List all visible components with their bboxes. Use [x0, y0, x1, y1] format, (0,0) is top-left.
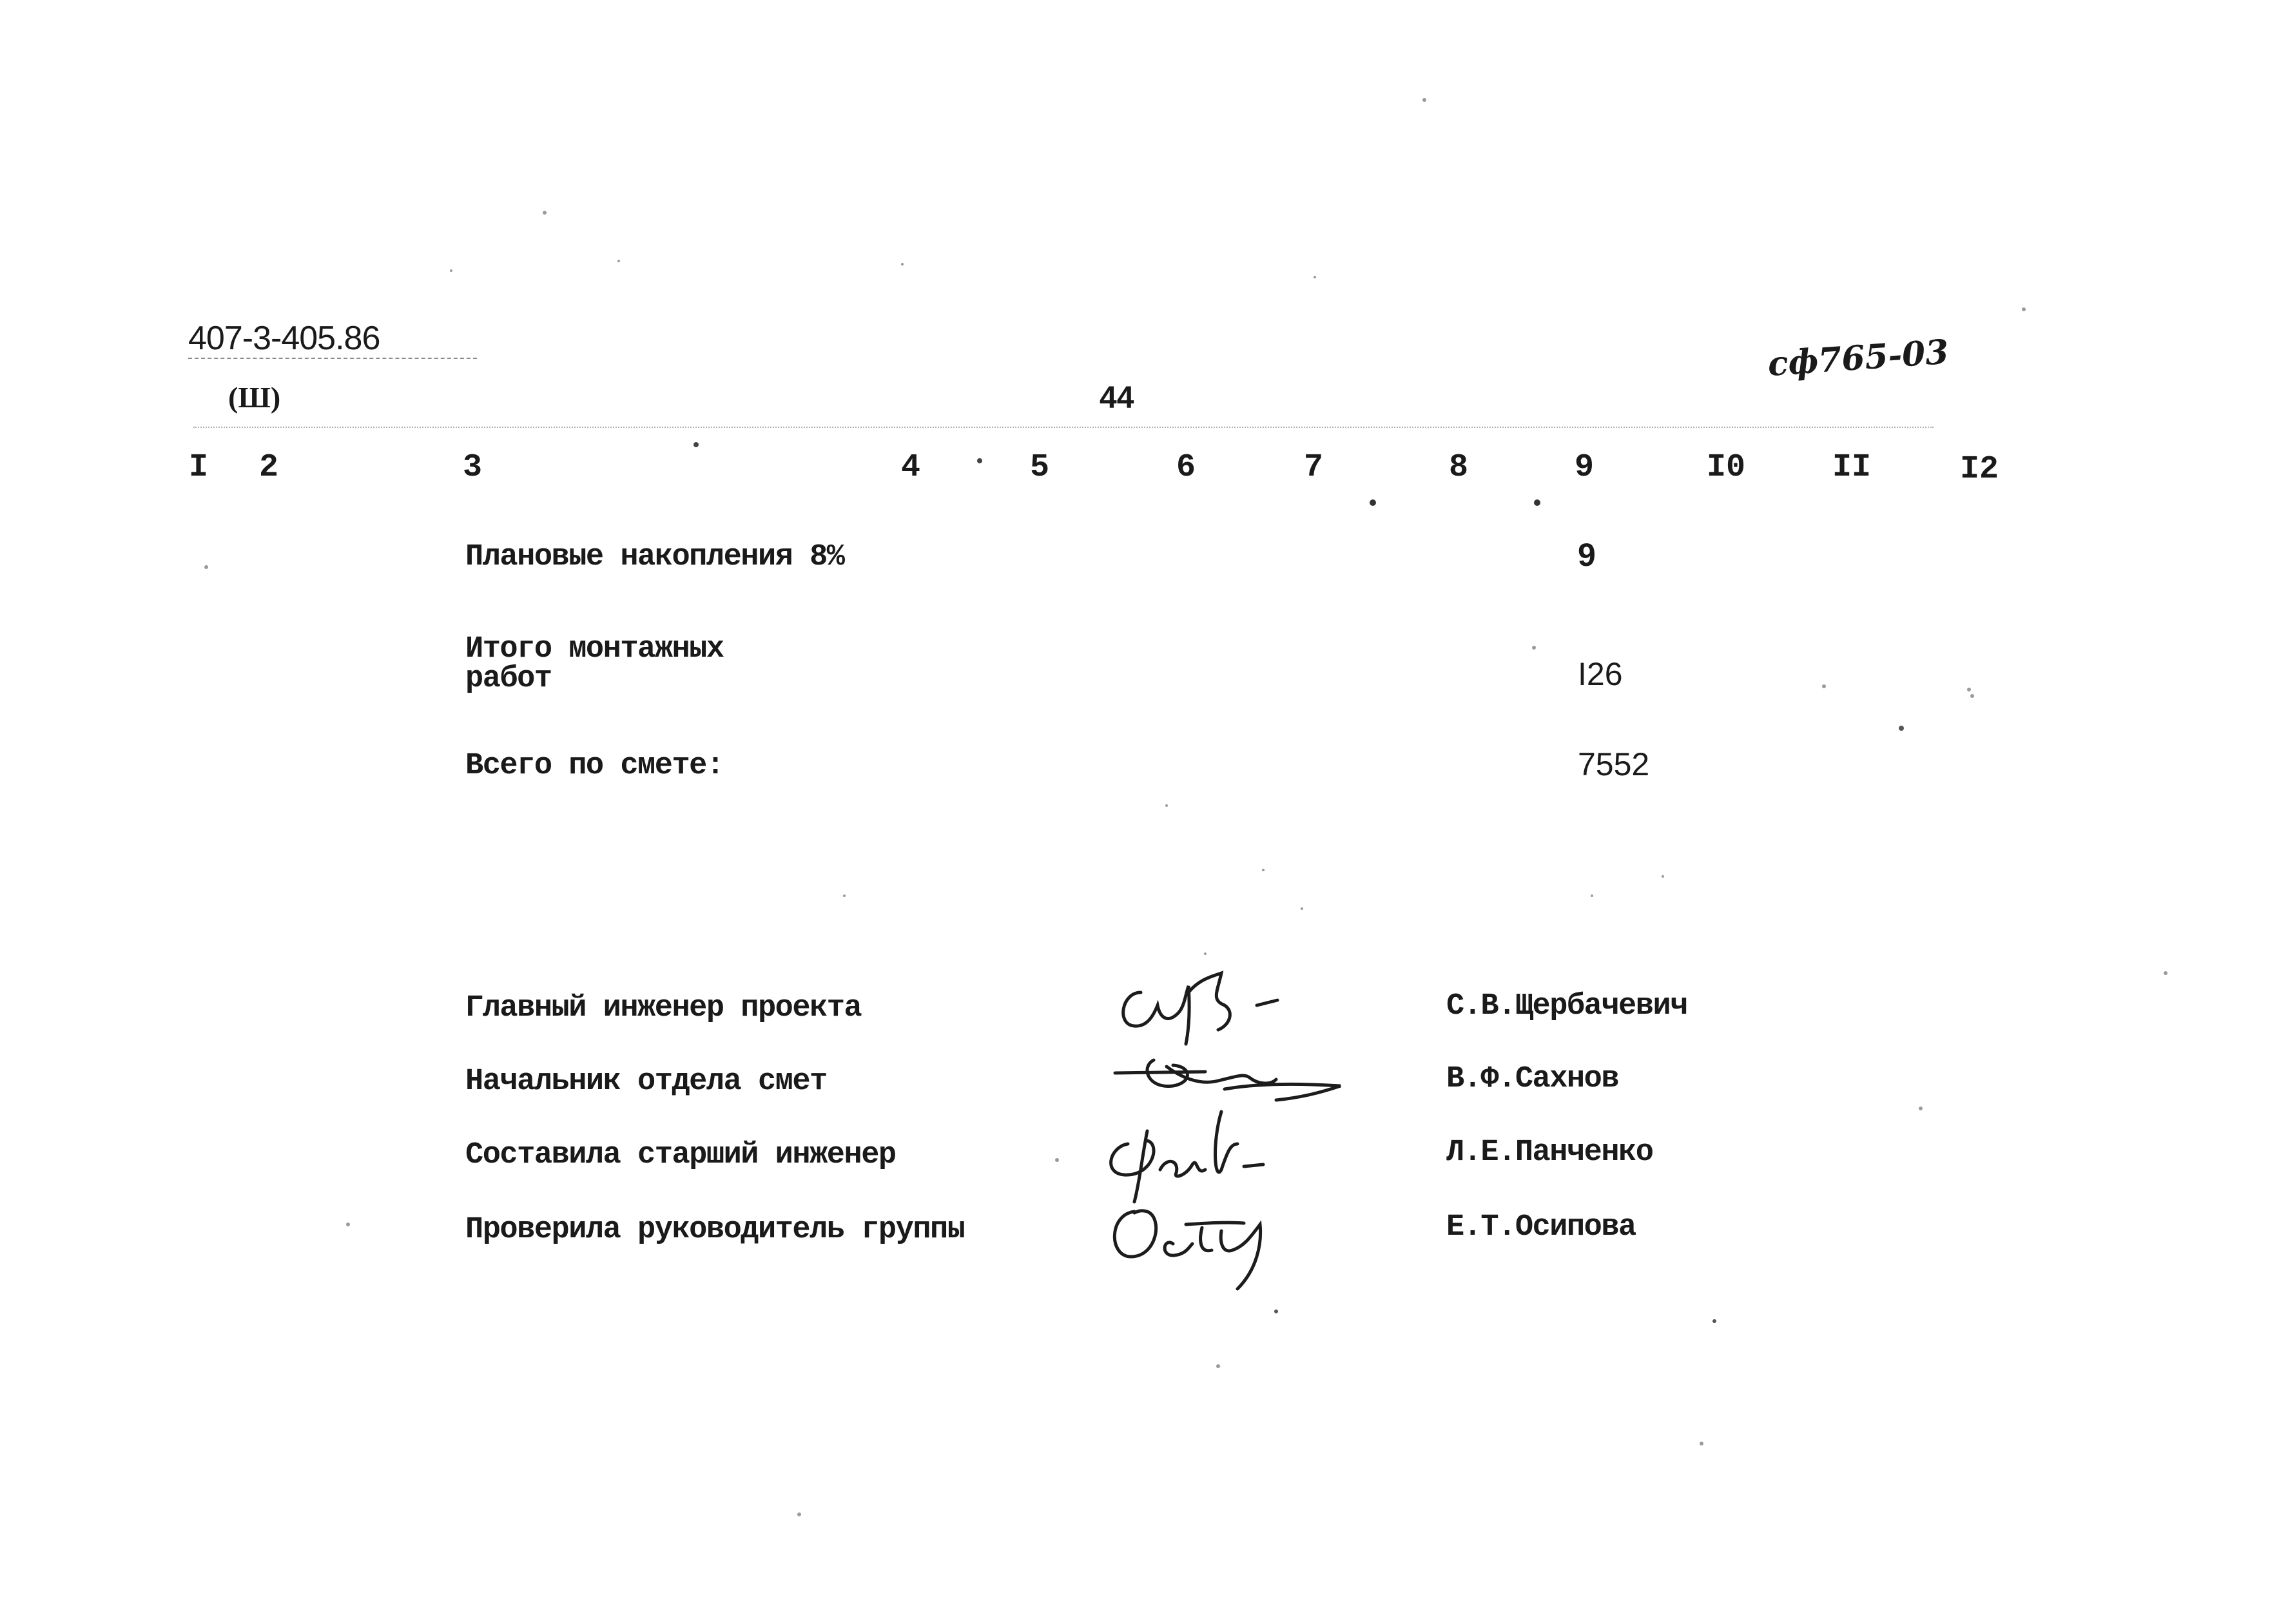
signatory-name: Е.Т.Осипова — [1446, 1210, 1636, 1244]
column-number: 5 — [1030, 449, 1050, 486]
column-number: I — [189, 449, 209, 486]
signatory-name: Л.Е.Панченко — [1446, 1136, 1653, 1170]
signature-role: Составила старший инженер — [465, 1138, 896, 1172]
column-number: 2 — [259, 449, 279, 486]
signatory-name: В.Ф.Сахнов — [1446, 1062, 1619, 1096]
estimate-total-label: Всего по смете: — [465, 749, 724, 783]
planned-savings-value: 9 — [1578, 537, 1596, 573]
column-number: 3 — [463, 449, 483, 486]
column-number: 6 — [1176, 449, 1196, 486]
header-rule — [193, 427, 1934, 428]
installation-total-label-line2: работ — [465, 662, 552, 696]
installation-total-label-line1: Итого монтажных — [465, 632, 724, 666]
column-number: 9 — [1575, 449, 1595, 486]
signature-role: Главный инженер проекта — [465, 991, 862, 1025]
archive-mark: сф765-03 — [1766, 332, 1950, 384]
column-number: 8 — [1449, 449, 1469, 486]
column-number: 7 — [1304, 449, 1324, 486]
installation-total-label — [465, 632, 724, 696]
signature-role: Проверила руководитель группы — [465, 1213, 965, 1247]
document-code-text: 407-3-405.86 — [188, 320, 380, 357]
column-number: 4 — [901, 449, 921, 486]
document-code — [188, 319, 477, 359]
planned-savings-label: Плановые накопления 8% — [465, 540, 844, 574]
signature-role: Начальник отдела смет — [465, 1065, 827, 1099]
column-number: II — [1832, 449, 1872, 486]
signature-group-leader — [1096, 1186, 1315, 1295]
series-mark: (Ш) — [228, 381, 281, 414]
signatory-name: С.В.Щербачевич — [1446, 989, 1687, 1023]
estimate-total-value: 7552 — [1578, 746, 1650, 782]
column-number: I0 — [1707, 449, 1746, 486]
installation-total-value: I26 — [1578, 656, 1623, 692]
column-number: I2 — [1960, 451, 1999, 488]
signature-chief-engineer — [1109, 954, 1341, 1050]
page-number: 44 — [1100, 381, 1134, 415]
